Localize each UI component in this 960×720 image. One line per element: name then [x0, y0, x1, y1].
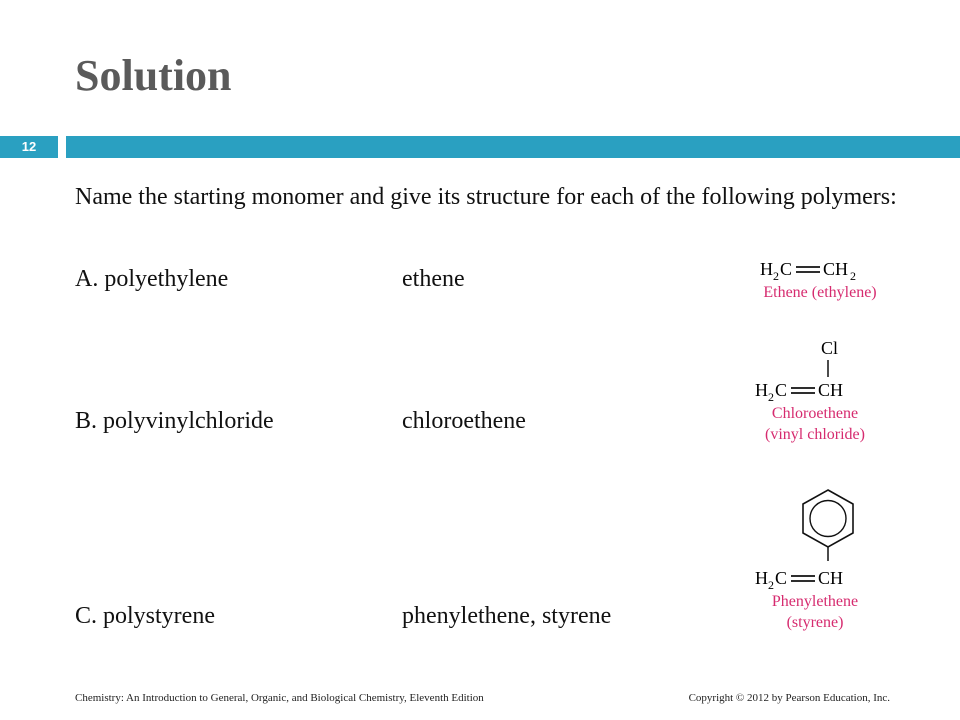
- chloroethene-structure-drawing: [735, 335, 905, 405]
- svg-text:C: C: [775, 568, 788, 588]
- item-a-answer: ethene: [402, 266, 465, 292]
- header-bar: [66, 136, 960, 158]
- item-a-label: A. polyethylene: [75, 266, 229, 292]
- svg-text:H: H: [760, 259, 773, 279]
- svg-text:CH: CH: [818, 380, 844, 400]
- svg-text:C: C: [780, 259, 793, 279]
- svg-text:CH: CH: [818, 568, 844, 588]
- chloroethene-caption-line2: (vinyl chloride): [765, 426, 865, 443]
- styrene-caption-line2: (styrene): [786, 614, 844, 631]
- chloroethene-caption-line1: Chloroethene: [771, 405, 859, 422]
- item-c-answer: phenylethene, styrene: [402, 603, 612, 629]
- svg-text:2: 2: [850, 269, 856, 283]
- svg-text:H: H: [755, 568, 768, 588]
- svg-text:2: 2: [768, 578, 774, 590]
- svg-text:2: 2: [768, 390, 774, 404]
- item-c-label: C. polystyrene: [75, 603, 215, 629]
- ethene-caption: Ethene (ethylene): [763, 284, 877, 301]
- svg-text:C: C: [775, 380, 788, 400]
- footer-book-title: Chemistry: An Introduction to General, Organic, and Biological Chemistry, Eleventh Edition: [75, 692, 484, 704]
- styrene-structure-drawing: [735, 485, 905, 590]
- item-b-label: B. polyvinylchloride: [75, 408, 274, 434]
- ethene-structure: [740, 255, 900, 315]
- chloroethene-structure: [735, 335, 905, 443]
- question-text: Name the starting monomer and give its structure for each of the following polymers:: [75, 184, 897, 210]
- svg-text:2: 2: [773, 269, 779, 283]
- item-b-answer: chloroethene: [402, 408, 526, 434]
- slide-number: 12: [0, 136, 58, 158]
- styrene-caption-line1: Phenylethene: [771, 593, 859, 610]
- svg-text:Cl: Cl: [821, 338, 839, 358]
- svg-text:CH: CH: [823, 259, 849, 279]
- svg-text:H: H: [755, 380, 768, 400]
- styrene-structure: [735, 485, 905, 631]
- slide-title: Solution: [75, 51, 232, 100]
- footer-copyright: Copyright © 2012 by Pearson Education, Inc.: [688, 692, 890, 704]
